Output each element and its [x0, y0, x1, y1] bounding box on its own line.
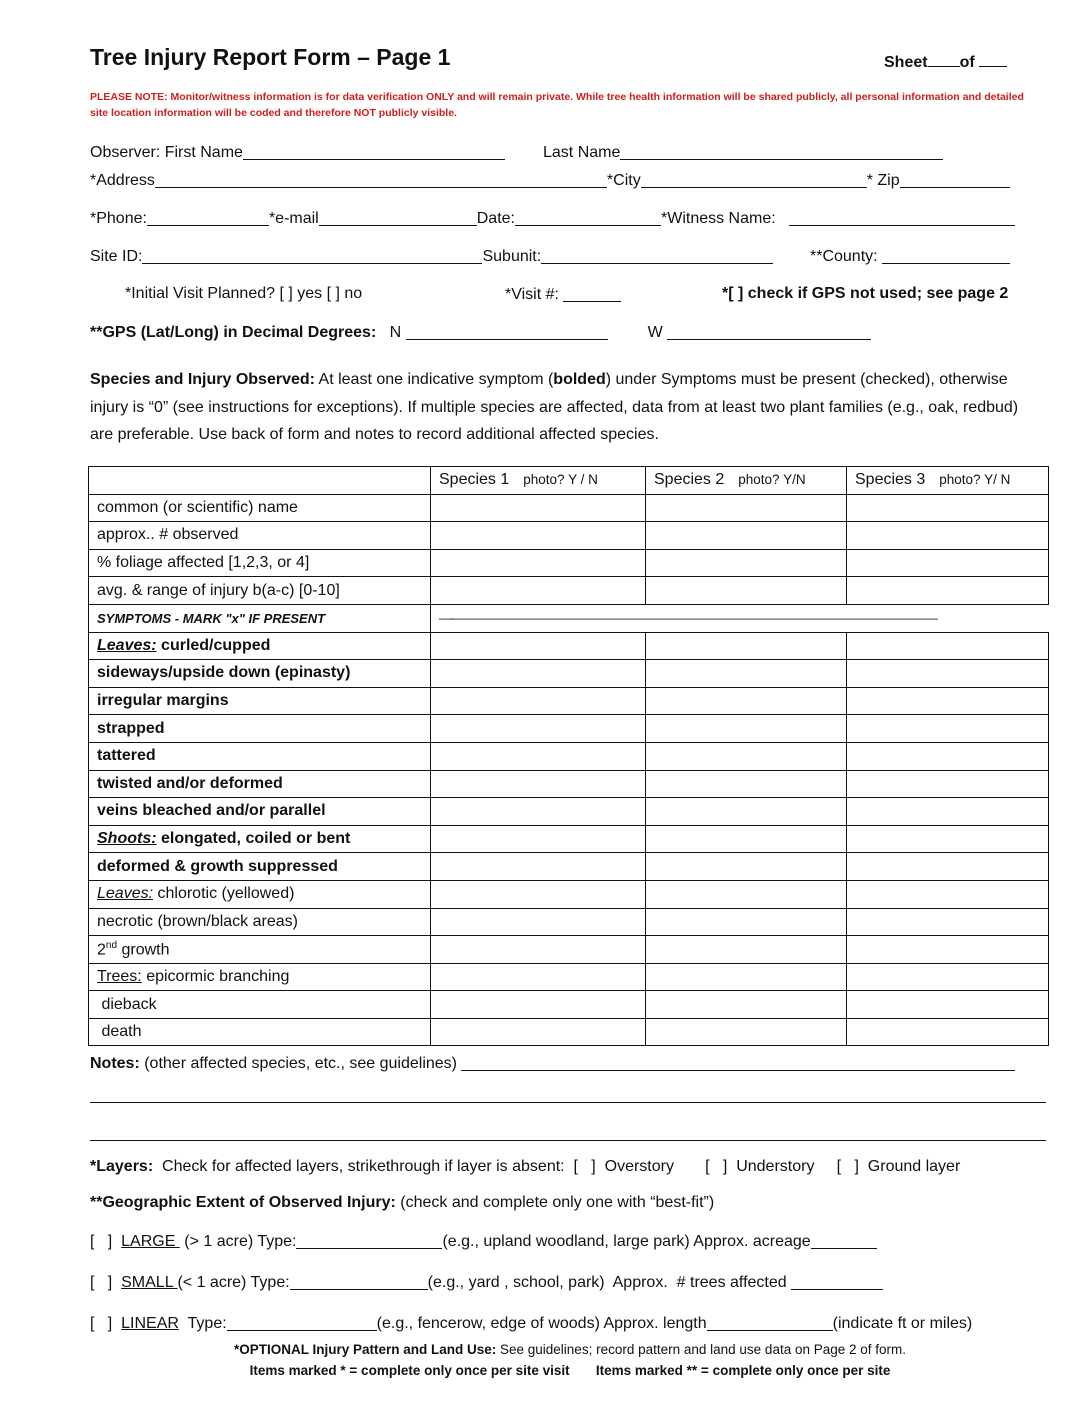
phone-field[interactable] — [147, 209, 269, 226]
table-row — [89, 522, 1049, 550]
privacy-notice: PLEASE NOTE: Monitor/witness information is for data verification ONLY and will remain private. While tree health information will be shared publicly, all personal information and detailed site location information will be coded and therefore NOT publicly visible. — [90, 91, 1024, 119]
notes-hint: (other affected species, etc., see guidelines) — [139, 1055, 457, 1072]
species-3-header — [847, 467, 1049, 495]
species-1-photo[interactable]: photo? Y / N — [523, 472, 598, 488]
zip-field[interactable] — [900, 171, 1010, 188]
small-label: SMALL — [121, 1274, 178, 1291]
trees-epicormic-text: epicormic branching — [141, 967, 290, 985]
table-cell[interactable] — [646, 991, 847, 1019]
small-type-label: (< 1 acre) Type: — [177, 1274, 290, 1291]
row-label-shoots-elongated — [89, 825, 431, 853]
sheet-total-field[interactable] — [979, 52, 1007, 67]
species-instructions-lead: Species and Injury Observed: — [90, 371, 315, 388]
row-label-trees-epicormic — [89, 963, 431, 991]
observer-first-name-label: Observer: First Name — [90, 144, 243, 161]
email-label: *e-mail — [268, 210, 319, 227]
county-label: **County: — [810, 248, 878, 265]
row-label-common-name: common (or scientific) name — [89, 494, 431, 522]
zip-label: * Zip — [866, 172, 900, 189]
species-instructions-text-a: At least one indicative symptom ( — [314, 371, 554, 388]
table-cell[interactable] — [646, 742, 847, 770]
species-1-header — [431, 467, 646, 495]
small-type-field[interactable] — [290, 1273, 428, 1290]
visit-number-field[interactable] — [563, 285, 621, 302]
notes-label: Notes: — [90, 1055, 140, 1072]
second-growth-text: growth — [117, 941, 170, 959]
table-row — [89, 991, 1049, 1019]
table-cell[interactable] — [646, 825, 847, 853]
table-cell[interactable] — [847, 522, 1049, 550]
address-row — [90, 171, 1010, 190]
date-field[interactable] — [515, 209, 661, 226]
email-field[interactable] — [319, 209, 477, 226]
large-label: LARGE — [121, 1233, 180, 1250]
row-label-approx-observed: approx.. # observed — [89, 522, 431, 550]
city-field[interactable] — [641, 171, 867, 188]
table-row — [89, 853, 1049, 881]
table-cell[interactable] — [431, 742, 646, 770]
table-cell[interactable] — [431, 632, 646, 660]
table-cell[interactable] — [431, 963, 646, 991]
table-cell[interactable] — [847, 853, 1049, 881]
address-label: *Address — [90, 172, 155, 189]
table-cell[interactable] — [847, 549, 1049, 577]
geo-extent-row — [90, 1194, 714, 1212]
symptoms-header-row — [89, 604, 1049, 632]
table-cell[interactable] — [646, 494, 847, 522]
sheet-label: Sheet — [884, 54, 928, 71]
row-label-avg-range-injury: avg. & range of injury b(a-c) [0-10] — [89, 577, 431, 605]
second-growth-suffix: nd — [105, 939, 118, 951]
last-name-field[interactable] — [620, 143, 943, 160]
large-type-field[interactable] — [296, 1232, 442, 1249]
species-injury-table — [88, 466, 1049, 1046]
table-cell[interactable] — [646, 687, 847, 715]
small-checkbox[interactable]: [ ] — [90, 1274, 122, 1291]
notes-field[interactable] — [461, 1054, 1015, 1071]
linear-units-hint: (indicate ft or miles) — [832, 1315, 973, 1332]
species-3-label: Species 3 — [855, 471, 926, 489]
gps-not-used-checkbox[interactable]: *[ ] check if GPS not used; see page 2 — [722, 285, 1009, 302]
gps-label: **GPS (Lat/Long) in Decimal Degrees: — [90, 324, 377, 341]
length-field[interactable] — [707, 1314, 833, 1331]
table-cell[interactable] — [646, 908, 847, 936]
table-row — [89, 494, 1049, 522]
table-row — [89, 770, 1049, 798]
table-cell[interactable] — [646, 770, 847, 798]
row-label-leaves-chlorotic — [89, 880, 431, 908]
species-2-photo[interactable]: photo? Y/N — [738, 472, 806, 488]
table-row — [89, 798, 1049, 826]
geo-extent-hint: (check and complete only one with “best-fit”) — [395, 1194, 715, 1211]
table-cell[interactable] — [431, 660, 646, 688]
geo-extent-label: **Geographic Extent of Observed Injury: — [90, 1194, 396, 1211]
symptoms-header: SYMPTOMS - MARK "x" IF PRESENT — [89, 604, 431, 632]
table-row — [89, 549, 1049, 577]
phone-label: *Phone: — [90, 210, 147, 227]
symptoms-divider: —-———————————————————————————————————————————— — [431, 604, 1049, 632]
first-name-field[interactable] — [243, 143, 505, 160]
table-row — [89, 963, 1049, 991]
table-cell[interactable] — [847, 715, 1049, 743]
table-cell[interactable] — [847, 1018, 1049, 1046]
table-cell[interactable] — [646, 660, 847, 688]
row-label-death: death — [89, 1018, 431, 1046]
gps-n-label: N — [389, 324, 402, 341]
row-label-tattered: tattered — [89, 742, 431, 770]
site-id-label: Site ID: — [90, 248, 143, 265]
observer-first-name-row — [90, 143, 505, 162]
site-id-field[interactable] — [142, 247, 482, 264]
table-cell[interactable] — [646, 963, 847, 991]
witness-label: *Witness Name: — [660, 210, 776, 227]
large-example: (e.g., upland woodland, large park) Approx. acreage — [442, 1233, 811, 1250]
row-label-leaves-curled — [89, 632, 431, 660]
table-row — [89, 880, 1049, 908]
species-2-label: Species 2 — [654, 471, 725, 489]
linear-extent-row — [90, 1314, 972, 1333]
table-cell[interactable] — [431, 880, 646, 908]
table-cell[interactable] — [646, 853, 847, 881]
initial-visit-question[interactable]: *Initial Visit Planned? [ ] yes [ ] no — [125, 285, 363, 302]
small-extent-row — [90, 1273, 883, 1292]
table-cell[interactable] — [431, 715, 646, 743]
notes-line-3[interactable] — [90, 1140, 1046, 1141]
shoots-prefix: Shoots: — [97, 830, 157, 848]
second-growth-number: 2 — [97, 941, 106, 959]
row-label-dieback: dieback — [89, 991, 431, 1019]
table-cell[interactable] — [847, 687, 1049, 715]
linear-type-field[interactable] — [227, 1314, 377, 1331]
shoots-elongated-text: elongated, coiled or bent — [156, 830, 351, 848]
table-cell[interactable] — [847, 825, 1049, 853]
sheet-number-field[interactable] — [928, 52, 960, 67]
of-label: of — [959, 54, 975, 71]
table-cell[interactable] — [847, 798, 1049, 826]
linear-checkbox[interactable]: [ ] — [90, 1315, 122, 1332]
table-row — [89, 715, 1049, 743]
table-cell[interactable] — [646, 577, 847, 605]
table-header-row — [89, 467, 1049, 495]
last-name-row — [543, 143, 943, 162]
table-cell[interactable] — [431, 908, 646, 936]
table-cell[interactable] — [847, 632, 1049, 660]
row-label-epinasty: sideways/upside down (epinasty) — [89, 660, 431, 688]
table-row — [89, 908, 1049, 936]
optional-note-label: *OPTIONAL Injury Pattern and Land Use: — [233, 1342, 497, 1357]
table-cell[interactable] — [847, 880, 1049, 908]
phone-row — [90, 209, 1015, 228]
table-cell[interactable] — [431, 936, 646, 964]
site-row — [90, 247, 773, 266]
row-label-foliage-affected: % foliage affected [1,2,3, or 4] — [89, 549, 431, 577]
small-example: (e.g., yard , school, park) Approx. # trees affected — [427, 1274, 792, 1291]
table-cell[interactable] — [646, 880, 847, 908]
notes-row — [90, 1054, 1015, 1073]
table-row — [89, 687, 1049, 715]
gps-w-label: W — [647, 324, 663, 341]
address-field[interactable] — [155, 171, 607, 188]
layers-options[interactable]: Check for affected layers, strikethrough if layer is absent: [ ] Overstory [ ] Understory [ ] Ground layer — [153, 1158, 961, 1175]
table-cell[interactable] — [847, 963, 1049, 991]
table-header-blank — [89, 467, 431, 495]
species-instructions-text-b: ) under Symptoms must be present (checked), otherwise injury is “0” (see instructions for exceptions). If multiple species are affected, data from at least two plant families (e.g., oak, redbud) are preferable. Use back of form and notes to record additional affected species. — [90, 371, 1019, 443]
species-instructions-bolded: bolded — [553, 371, 606, 388]
county-row — [810, 247, 1010, 266]
city-label: *City — [606, 172, 641, 189]
table-cell[interactable] — [646, 936, 847, 964]
layers-label: *Layers: — [90, 1158, 154, 1175]
table-cell[interactable] — [431, 549, 646, 577]
row-label-irregular-margins: irregular margins — [89, 687, 431, 715]
gps-row — [90, 323, 871, 342]
species-instructions — [90, 366, 1040, 449]
table-cell[interactable] — [847, 991, 1049, 1019]
table-row — [89, 936, 1049, 964]
trees-prefix: Trees: — [97, 967, 142, 985]
acreage-field[interactable] — [811, 1232, 877, 1249]
table-cell[interactable] — [431, 1018, 646, 1046]
witness-field[interactable] — [789, 209, 1015, 226]
row-label-necrotic: necrotic (brown/black areas) — [89, 908, 431, 936]
table-cell[interactable] — [646, 798, 847, 826]
table-cell[interactable] — [431, 522, 646, 550]
subunit-label: Subunit: — [482, 248, 542, 265]
longitude-field[interactable] — [667, 323, 871, 340]
visit-number-row — [505, 285, 621, 304]
leaves-curled-text: curled/cupped — [156, 636, 271, 654]
table-cell[interactable] — [646, 522, 847, 550]
leaves-chlorotic-text: chlorotic (yellowed) — [153, 885, 295, 903]
table-cell[interactable] — [847, 770, 1049, 798]
visit-number-label: *Visit #: — [505, 286, 559, 303]
table-cell[interactable] — [431, 577, 646, 605]
table-cell[interactable] — [847, 908, 1049, 936]
page-title: Tree Injury Report Form – Page 1 — [90, 44, 451, 70]
linear-type-label: Type: — [178, 1315, 227, 1332]
row-label-deformed-growth: deformed & growth suppressed — [89, 853, 431, 881]
table-cell[interactable] — [847, 577, 1049, 605]
linear-label: LINEAR — [121, 1315, 179, 1332]
sheet-counter — [884, 52, 1007, 72]
subunit-field[interactable] — [541, 247, 773, 264]
large-extent-row — [90, 1232, 877, 1251]
optional-note-text: See guidelines; record pattern and land use data on Page 2 of form. — [496, 1342, 907, 1357]
table-cell[interactable] — [431, 687, 646, 715]
table-row — [89, 577, 1049, 605]
table-cell[interactable] — [847, 742, 1049, 770]
table-cell[interactable] — [431, 825, 646, 853]
large-checkbox[interactable]: [ ] — [90, 1233, 122, 1250]
table-row — [89, 742, 1049, 770]
latitude-field[interactable] — [406, 323, 608, 340]
table-cell[interactable] — [646, 549, 847, 577]
trees-affected-field[interactable] — [791, 1273, 883, 1290]
items-marked-legend: Items marked * = complete only once per site visit Items marked ** = complete only once per site — [249, 1363, 891, 1378]
table-cell[interactable] — [646, 1018, 847, 1046]
table-cell[interactable] — [847, 494, 1049, 522]
table-cell[interactable] — [431, 853, 646, 881]
last-name-label: Last Name — [543, 144, 621, 161]
table-cell[interactable] — [431, 991, 646, 1019]
leaves-prefix: Leaves: — [97, 636, 157, 654]
table-row — [89, 825, 1049, 853]
notes-line-2[interactable] — [90, 1102, 1046, 1103]
row-label-twisted: twisted and/or deformed — [89, 770, 431, 798]
row-label-strapped: strapped — [89, 715, 431, 743]
table-cell[interactable] — [847, 936, 1049, 964]
layers-row[interactable] — [90, 1158, 960, 1176]
row-label-veins-bleached: veins bleached and/or parallel — [89, 798, 431, 826]
optional-note — [90, 1342, 1050, 1357]
date-label: Date: — [476, 210, 515, 227]
table-cell[interactable] — [431, 494, 646, 522]
table-cell[interactable] — [847, 660, 1049, 688]
table-row — [89, 1018, 1049, 1046]
table-cell[interactable] — [646, 632, 847, 660]
row-label-second-growth — [89, 936, 431, 964]
county-field[interactable] — [882, 247, 1010, 264]
large-type-label: (> 1 acre) Type: — [179, 1233, 297, 1250]
table-cell[interactable] — [431, 798, 646, 826]
species-1-label: Species 1 — [439, 471, 510, 489]
species-3-photo[interactable]: photo? Y/ N — [939, 472, 1011, 488]
species-2-header — [646, 467, 847, 495]
table-cell[interactable] — [431, 770, 646, 798]
linear-example: (e.g., fencerow, edge of woods) Approx. length — [376, 1315, 707, 1332]
table-cell[interactable] — [646, 715, 847, 743]
leaves-prefix-2: Leaves: — [97, 885, 154, 903]
table-row — [89, 632, 1049, 660]
table-row — [89, 660, 1049, 688]
